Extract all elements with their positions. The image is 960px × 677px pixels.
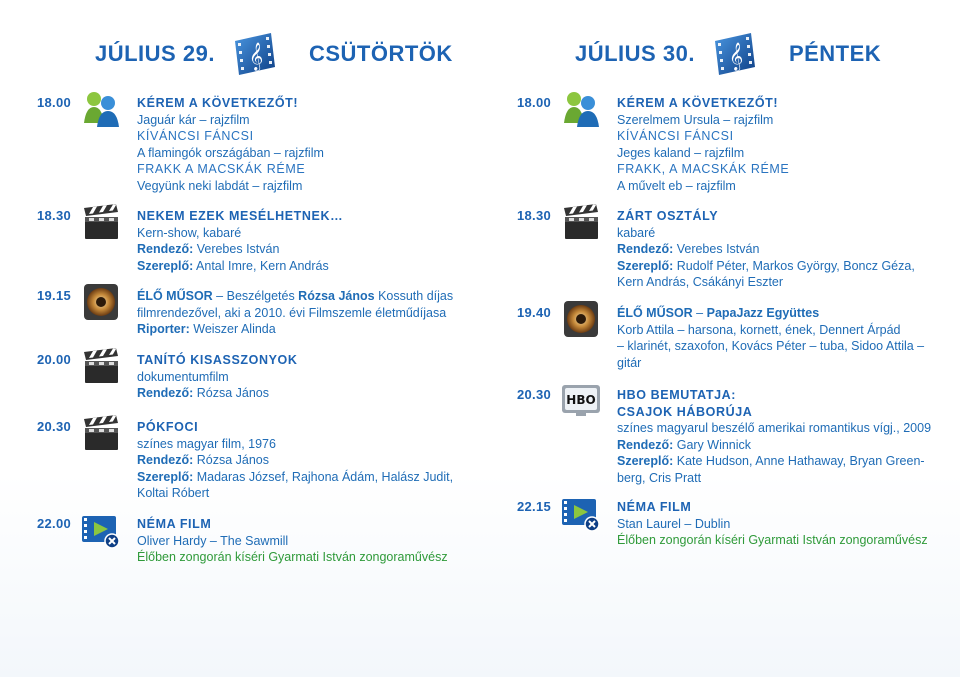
day-column-friday (480, 0, 960, 677)
event-line (617, 95, 927, 112)
film-play-icon (80, 510, 122, 550)
day-name: PÉNTEK (788, 41, 882, 66)
line-text: Gary Winnick (673, 437, 752, 452)
event-line (617, 437, 927, 454)
event-line (617, 516, 927, 533)
event-line (137, 178, 457, 195)
line-text: kabaré (617, 225, 656, 240)
event-time: 20.30 (517, 387, 552, 402)
line-text: HBO BEMUTATJA: (617, 388, 737, 402)
line-text: Korb Attila – harsona, kornett, ének, Dennert Árpád (617, 322, 901, 337)
event-line (137, 112, 457, 129)
day-name: CSÜTÖRTÖK (308, 41, 453, 66)
day-date: JÚLIUS 30. (575, 41, 695, 66)
event-line (617, 208, 927, 225)
clapperboard-icon (80, 202, 122, 242)
line-highlight: Rózsa János (298, 289, 375, 303)
event-line (617, 532, 927, 549)
line-text: NÉMA FILM (617, 500, 692, 514)
event-line (137, 385, 457, 402)
event-time: 19.40 (517, 305, 552, 320)
event-line (137, 419, 457, 436)
event-details (617, 208, 927, 291)
music-film-icon (709, 31, 759, 77)
event-line (137, 533, 457, 550)
event-line (137, 145, 457, 162)
line-text: – klarinét, szaxofon, Kovács Péter – tuba, Sidoo Attila – (617, 339, 925, 353)
line-label: ÉLŐ MŰSOR (137, 289, 213, 303)
line-text: Szerelmem Ursula – rajzfilm (617, 112, 774, 127)
line-text: Koltai Róbert (137, 486, 210, 500)
line-text: gitár (617, 355, 642, 370)
event-line (137, 288, 457, 305)
event-line (137, 208, 457, 225)
event-line (137, 225, 457, 242)
line-text: – Beszélgetés (212, 289, 299, 303)
line-text: Oliver Hardy – The Sawmill (137, 533, 289, 548)
event-line (137, 128, 457, 145)
day-date: JÚLIUS 29. (95, 41, 215, 66)
event-line (137, 161, 457, 178)
line-text: Rudolf Péter, Markos György, Boncz Géza, (673, 258, 915, 273)
event-line (617, 258, 927, 275)
line-text: berg, Cris Pratt (617, 470, 702, 485)
line-text-continued: Kossuth díjas (374, 289, 454, 303)
event-details (617, 387, 932, 486)
event-line (617, 338, 927, 355)
line-label: Rendező: (617, 242, 674, 256)
event-line (617, 178, 927, 195)
day-header (95, 30, 535, 78)
line-label: Riporter: (137, 322, 190, 336)
event-line (137, 352, 457, 369)
event-line (617, 274, 927, 291)
event-line (617, 128, 927, 145)
speaker-icon (80, 282, 122, 322)
svg-text:𝄞: 𝄞 (728, 42, 744, 70)
clapperboard-icon (80, 413, 122, 453)
clapperboard-icon (560, 202, 602, 242)
event-line (617, 112, 927, 129)
event-line (137, 549, 457, 566)
event-details (137, 352, 457, 402)
line-text: Antal Imre, Kern András (193, 258, 329, 273)
line-text: Jeges kaland – rajzfilm (617, 145, 745, 160)
svg-text:𝄞: 𝄞 (248, 42, 264, 70)
event-line (617, 145, 927, 162)
line-label: Szereplő: (137, 258, 194, 273)
line-text: NEKEM EZEK MESÉLHETNEK… (137, 209, 344, 223)
kids-icon (560, 89, 602, 129)
line-text: Kern-show, kabaré (137, 225, 242, 240)
event-time: 18.00 (37, 95, 72, 110)
line-text: FRAKK, A MACSKÁK RÉME (617, 162, 790, 176)
day-header (575, 30, 960, 78)
event-line (617, 404, 927, 421)
line-text: Élőben zongorán kíséri Gyarmati István zongoraművész (137, 550, 448, 564)
line-text: Verebes István (193, 242, 280, 256)
speaker-icon (560, 299, 602, 339)
line-text: KÍVÁNCSI FÁNCSI (617, 129, 734, 143)
line-text: Kate Hudson, Anne Hathaway, Bryan Green- (673, 454, 925, 468)
line-text: Rózsa János (193, 386, 269, 400)
line-label: Rendező: (137, 386, 194, 400)
line-text: PÓKFOCI (137, 420, 199, 434)
event-details (617, 499, 927, 549)
clapperboard-icon (80, 346, 122, 386)
event-line (617, 453, 927, 470)
line-highlight: PapaJazz Együttes (706, 306, 820, 320)
event-time: 19.15 (37, 288, 72, 303)
line-text: FRAKK A MACSKÁK RÉME (137, 162, 306, 176)
event-time: 22.15 (517, 499, 552, 514)
event-details (137, 516, 457, 566)
line-text: CSAJOK HÁBORÚJA (617, 404, 753, 419)
event-line (137, 469, 457, 486)
event-time: 20.30 (37, 419, 72, 434)
line-text: A flamingók országában – rajzfilm (137, 145, 324, 160)
line-label: Rendező: (137, 453, 194, 467)
event-details (137, 95, 457, 194)
event-line (617, 499, 927, 516)
event-details (617, 95, 927, 194)
line-label: Rendező: (137, 242, 194, 256)
event-line (617, 225, 927, 242)
line-label: ÉLŐ MŰSOR (617, 306, 693, 320)
line-text: KÉREM A KÖVETKEZŐT! (137, 96, 299, 110)
line-label: Szereplő: (137, 469, 194, 484)
line-text: színes magyar film, 1976 (137, 436, 276, 451)
event-line (137, 452, 457, 469)
event-line (137, 321, 457, 338)
event-time: 22.00 (37, 516, 72, 531)
line-text: Madaras József, Rajhona Ádám, Halász Judit, (193, 469, 454, 484)
line-text: NÉMA FILM (137, 517, 212, 531)
line-label: Szereplő: (617, 454, 674, 468)
event-line (137, 436, 457, 453)
event-line (137, 95, 457, 112)
line-text: Élőben zongorán kíséri Gyarmati István zongoraművész (617, 533, 928, 547)
event-line (137, 369, 457, 386)
event-line (617, 161, 927, 178)
line-text: Stan Laurel – Dublin (617, 516, 731, 531)
line-text: Vegyünk neki labdát – rajzfilm (137, 178, 303, 193)
event-details (137, 208, 457, 274)
event-time: 20.00 (37, 352, 72, 367)
line-text: KÉREM A KÖVETKEZŐT! (617, 96, 779, 110)
event-line (617, 322, 927, 339)
event-details (617, 305, 927, 371)
event-line (137, 258, 457, 275)
line-text: Jaguár kár – rajzfilm (137, 112, 250, 127)
line-text: KÍVÁNCSI FÁNCSI (137, 129, 254, 143)
event-line (137, 516, 457, 533)
event-line (137, 241, 457, 258)
event-line (617, 387, 927, 404)
line-text: filmrendezővel, aki a 2010. évi Filmszemle életműdíjasa (137, 305, 447, 320)
line-text: színes magyarul beszélő amerikai romantikus vígj., 2009 (617, 421, 932, 435)
kids-icon (80, 89, 122, 129)
hbo-icon (560, 381, 602, 421)
line-text: Verebes István (673, 242, 760, 256)
event-line (137, 485, 457, 502)
line-text: Rózsa János (193, 453, 269, 467)
line-text: dokumentumfilm (137, 369, 229, 384)
event-line (617, 470, 927, 487)
event-line (617, 241, 927, 258)
line-text: ZÁRT OSZTÁLY (617, 209, 719, 223)
event-time: 18.30 (37, 208, 72, 223)
line-text: Kern András, Csákányi Eszter (617, 275, 784, 289)
event-line (617, 355, 927, 372)
music-film-icon (229, 31, 279, 77)
line-text: A művelt eb – rajzfilm (617, 178, 736, 193)
event-line (617, 305, 927, 322)
line-label: Szereplő: (617, 258, 674, 273)
line-text: TANÍTÓ KISASSZONYOK (137, 353, 298, 367)
event-details (137, 419, 457, 502)
line-text: Weiszer Alinda (189, 322, 276, 336)
svg-text:HBO: HBO (566, 393, 596, 407)
event-line (617, 420, 932, 437)
film-play-icon (560, 493, 602, 533)
event-details (137, 288, 457, 338)
line-label: Rendező: (617, 437, 674, 452)
line-text: – (692, 306, 707, 320)
event-line (137, 305, 457, 322)
event-time: 18.00 (517, 95, 552, 110)
event-time: 18.30 (517, 208, 552, 223)
